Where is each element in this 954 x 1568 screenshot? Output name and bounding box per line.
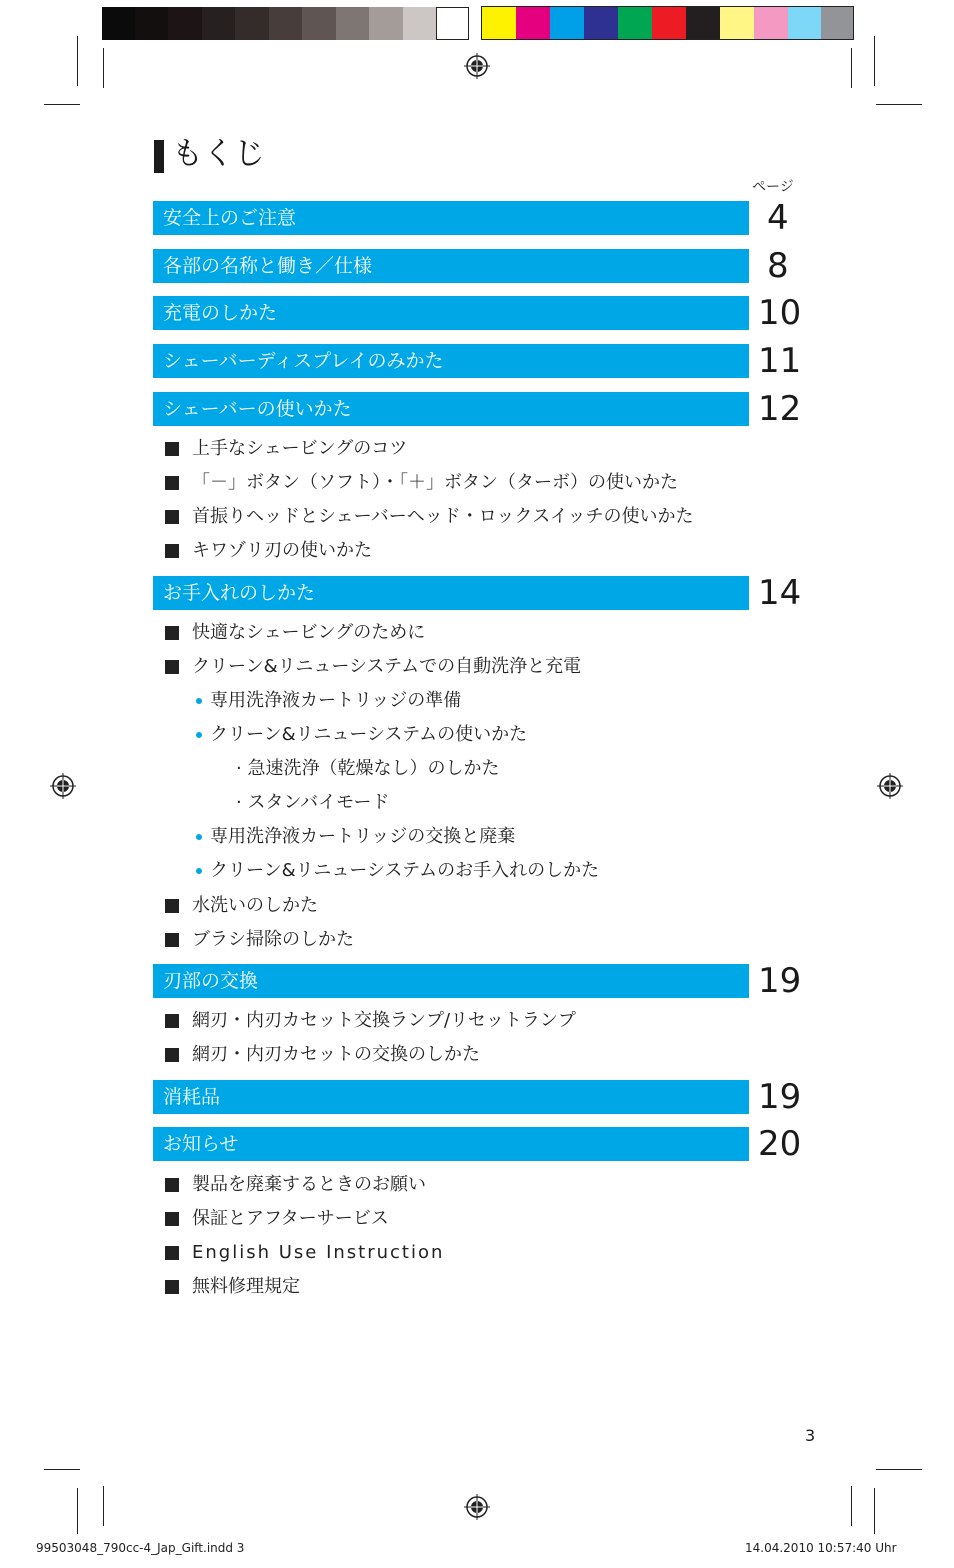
section-label: お手入れのしかた: [163, 582, 316, 604]
bullet-square: [165, 1048, 179, 1062]
gray-swatch: [403, 7, 436, 40]
registration-mark-icon: [464, 1494, 490, 1520]
title-marker: [154, 140, 164, 173]
bullet-square: [165, 1246, 179, 1260]
section-label: 充電のしかた: [163, 302, 278, 324]
crop-mark: [874, 36, 875, 86]
bullet-square: [165, 626, 179, 640]
bullet-square: [165, 1280, 179, 1294]
section-page-number: 10: [758, 293, 802, 333]
toc-item[interactable]: 上手なシェービングのコツ: [192, 438, 408, 459]
toc-item[interactable]: 製品を廃棄するときのお願い: [192, 1174, 426, 1195]
toc-item[interactable]: 保証とアフターサービス: [192, 1208, 389, 1229]
toc-section-care[interactable]: [153, 576, 749, 610]
toc-item[interactable]: 無料修理規定: [192, 1276, 300, 1297]
gray-swatch: [269, 7, 302, 40]
crop-mark: [874, 1488, 875, 1534]
page-number: 3: [805, 1426, 816, 1445]
toc-section-usage[interactable]: [153, 392, 749, 426]
toc-item[interactable]: 網刃・内刃カセットの交換のしかた: [192, 1044, 480, 1065]
gray-swatch: [336, 7, 369, 40]
bullet-square: [165, 660, 179, 674]
bullet-square: [165, 899, 179, 913]
section-label: お知らせ: [163, 1133, 239, 1155]
section-page-number: 14: [758, 573, 802, 613]
toc-section-notice[interactable]: [153, 1127, 749, 1161]
toc-subitem[interactable]: 専用洗浄液カートリッジの準備: [210, 690, 462, 711]
section-page-number: 4: [767, 198, 789, 238]
gray-swatch: [202, 7, 235, 40]
gray-swatch: [102, 7, 135, 40]
toc-subitem[interactable]: クリーン&リニューシステムの使いかた: [210, 724, 528, 745]
section-label: シェーバーディスプレイのみかた: [163, 350, 444, 372]
section-page-number: 19: [758, 961, 802, 1001]
gray-swatch: [302, 7, 336, 40]
section-label: 安全上のご注意: [163, 207, 297, 229]
toc-item[interactable]: キワゾリ刃の使いかた: [192, 540, 372, 561]
gray-swatch: [135, 7, 168, 40]
section-label: 刃部の交換: [163, 970, 259, 992]
section-page-number: 8: [767, 246, 789, 286]
section-page-number: 12: [758, 389, 802, 429]
toc-item[interactable]: 水洗いのしかた: [192, 895, 318, 916]
toc-subitem[interactable]: クリーン&リニューシステムのお手入れのしかた: [210, 860, 600, 881]
toc-item[interactable]: 快適なシェービングのために: [192, 622, 426, 643]
bullet-square: [165, 1178, 179, 1192]
crop-mark: [77, 36, 78, 86]
registration-mark-icon: [50, 773, 76, 799]
section-page-number: 19: [758, 1077, 802, 1117]
crop-mark: [103, 48, 104, 88]
crop-mark: [851, 1486, 852, 1526]
section-label: シェーバーの使いかた: [163, 398, 352, 420]
crop-mark: [77, 1488, 78, 1534]
crop-mark: [876, 1469, 922, 1470]
toc-item[interactable]: English Use Instruction: [192, 1242, 445, 1263]
toc-subsubitem[interactable]: · 急速洗浄（乾燥なし）のしかた: [236, 758, 500, 779]
gray-swatch: [168, 7, 202, 40]
bullet-dot: [196, 732, 202, 738]
toc-item[interactable]: クリーン&リニューシステムでの自動洗浄と充電: [192, 656, 582, 677]
section-page-number: 11: [758, 341, 802, 381]
toc-subsubitem[interactable]: · スタンバイモード: [236, 792, 390, 813]
toc-section-safety[interactable]: [153, 201, 749, 235]
crop-mark: [851, 48, 852, 88]
bullet-dot: [196, 698, 202, 704]
bullet-square: [165, 1014, 179, 1028]
bullet-dot: [196, 834, 202, 840]
toc-section-charging[interactable]: [153, 296, 749, 330]
gray-swatch: [235, 7, 269, 40]
bullet-square: [165, 1212, 179, 1226]
bullet-square: [165, 510, 179, 524]
toc-section-display[interactable]: [153, 344, 749, 378]
toc-subitem[interactable]: 専用洗浄液カートリッジの交換と廃棄: [210, 826, 516, 847]
toc-item[interactable]: 首振りヘッドとシェーバーヘッド・ロックスイッチの使いかた: [192, 506, 694, 527]
bullet-square: [165, 544, 179, 558]
gray-swatch: [369, 7, 403, 40]
section-label: 各部の名称と働き／仕様: [163, 255, 373, 277]
crop-mark: [876, 104, 922, 105]
bullet-square: [165, 476, 179, 490]
footer-file-info: 99503048_790cc-4_Jap_Gift.indd 3: [36, 1541, 245, 1555]
toc-section-replacement[interactable]: [153, 964, 749, 998]
toc-section-consumables[interactable]: [153, 1080, 749, 1114]
toc-section-parts[interactable]: [153, 249, 749, 283]
crop-mark: [103, 1486, 104, 1526]
crop-mark: [44, 104, 80, 105]
color-bar-border: [481, 6, 854, 40]
registration-mark-icon: [464, 53, 490, 79]
toc-item[interactable]: 網刃・内刃カセット交換ランプ/リセットランプ: [192, 1010, 576, 1031]
footer-timestamp: 14.04.2010 10:57:40 Uhr: [745, 1541, 897, 1555]
crop-mark: [44, 1469, 80, 1470]
section-page-number: 20: [758, 1124, 802, 1164]
section-label: 消耗品: [163, 1086, 221, 1108]
gray-swatch: [436, 7, 469, 40]
page-column-label: ページ: [752, 179, 794, 195]
bullet-square: [165, 933, 179, 947]
toc-item[interactable]: 「－」ボタン（ソフト）・「＋」ボタン（ターボ）の使いかた: [192, 472, 678, 493]
toc-item[interactable]: ブラシ掃除のしかた: [192, 929, 354, 950]
registration-mark-icon: [877, 773, 903, 799]
page-title: もくじ: [172, 136, 265, 172]
bullet-square: [165, 442, 179, 456]
bullet-dot: [196, 868, 202, 874]
